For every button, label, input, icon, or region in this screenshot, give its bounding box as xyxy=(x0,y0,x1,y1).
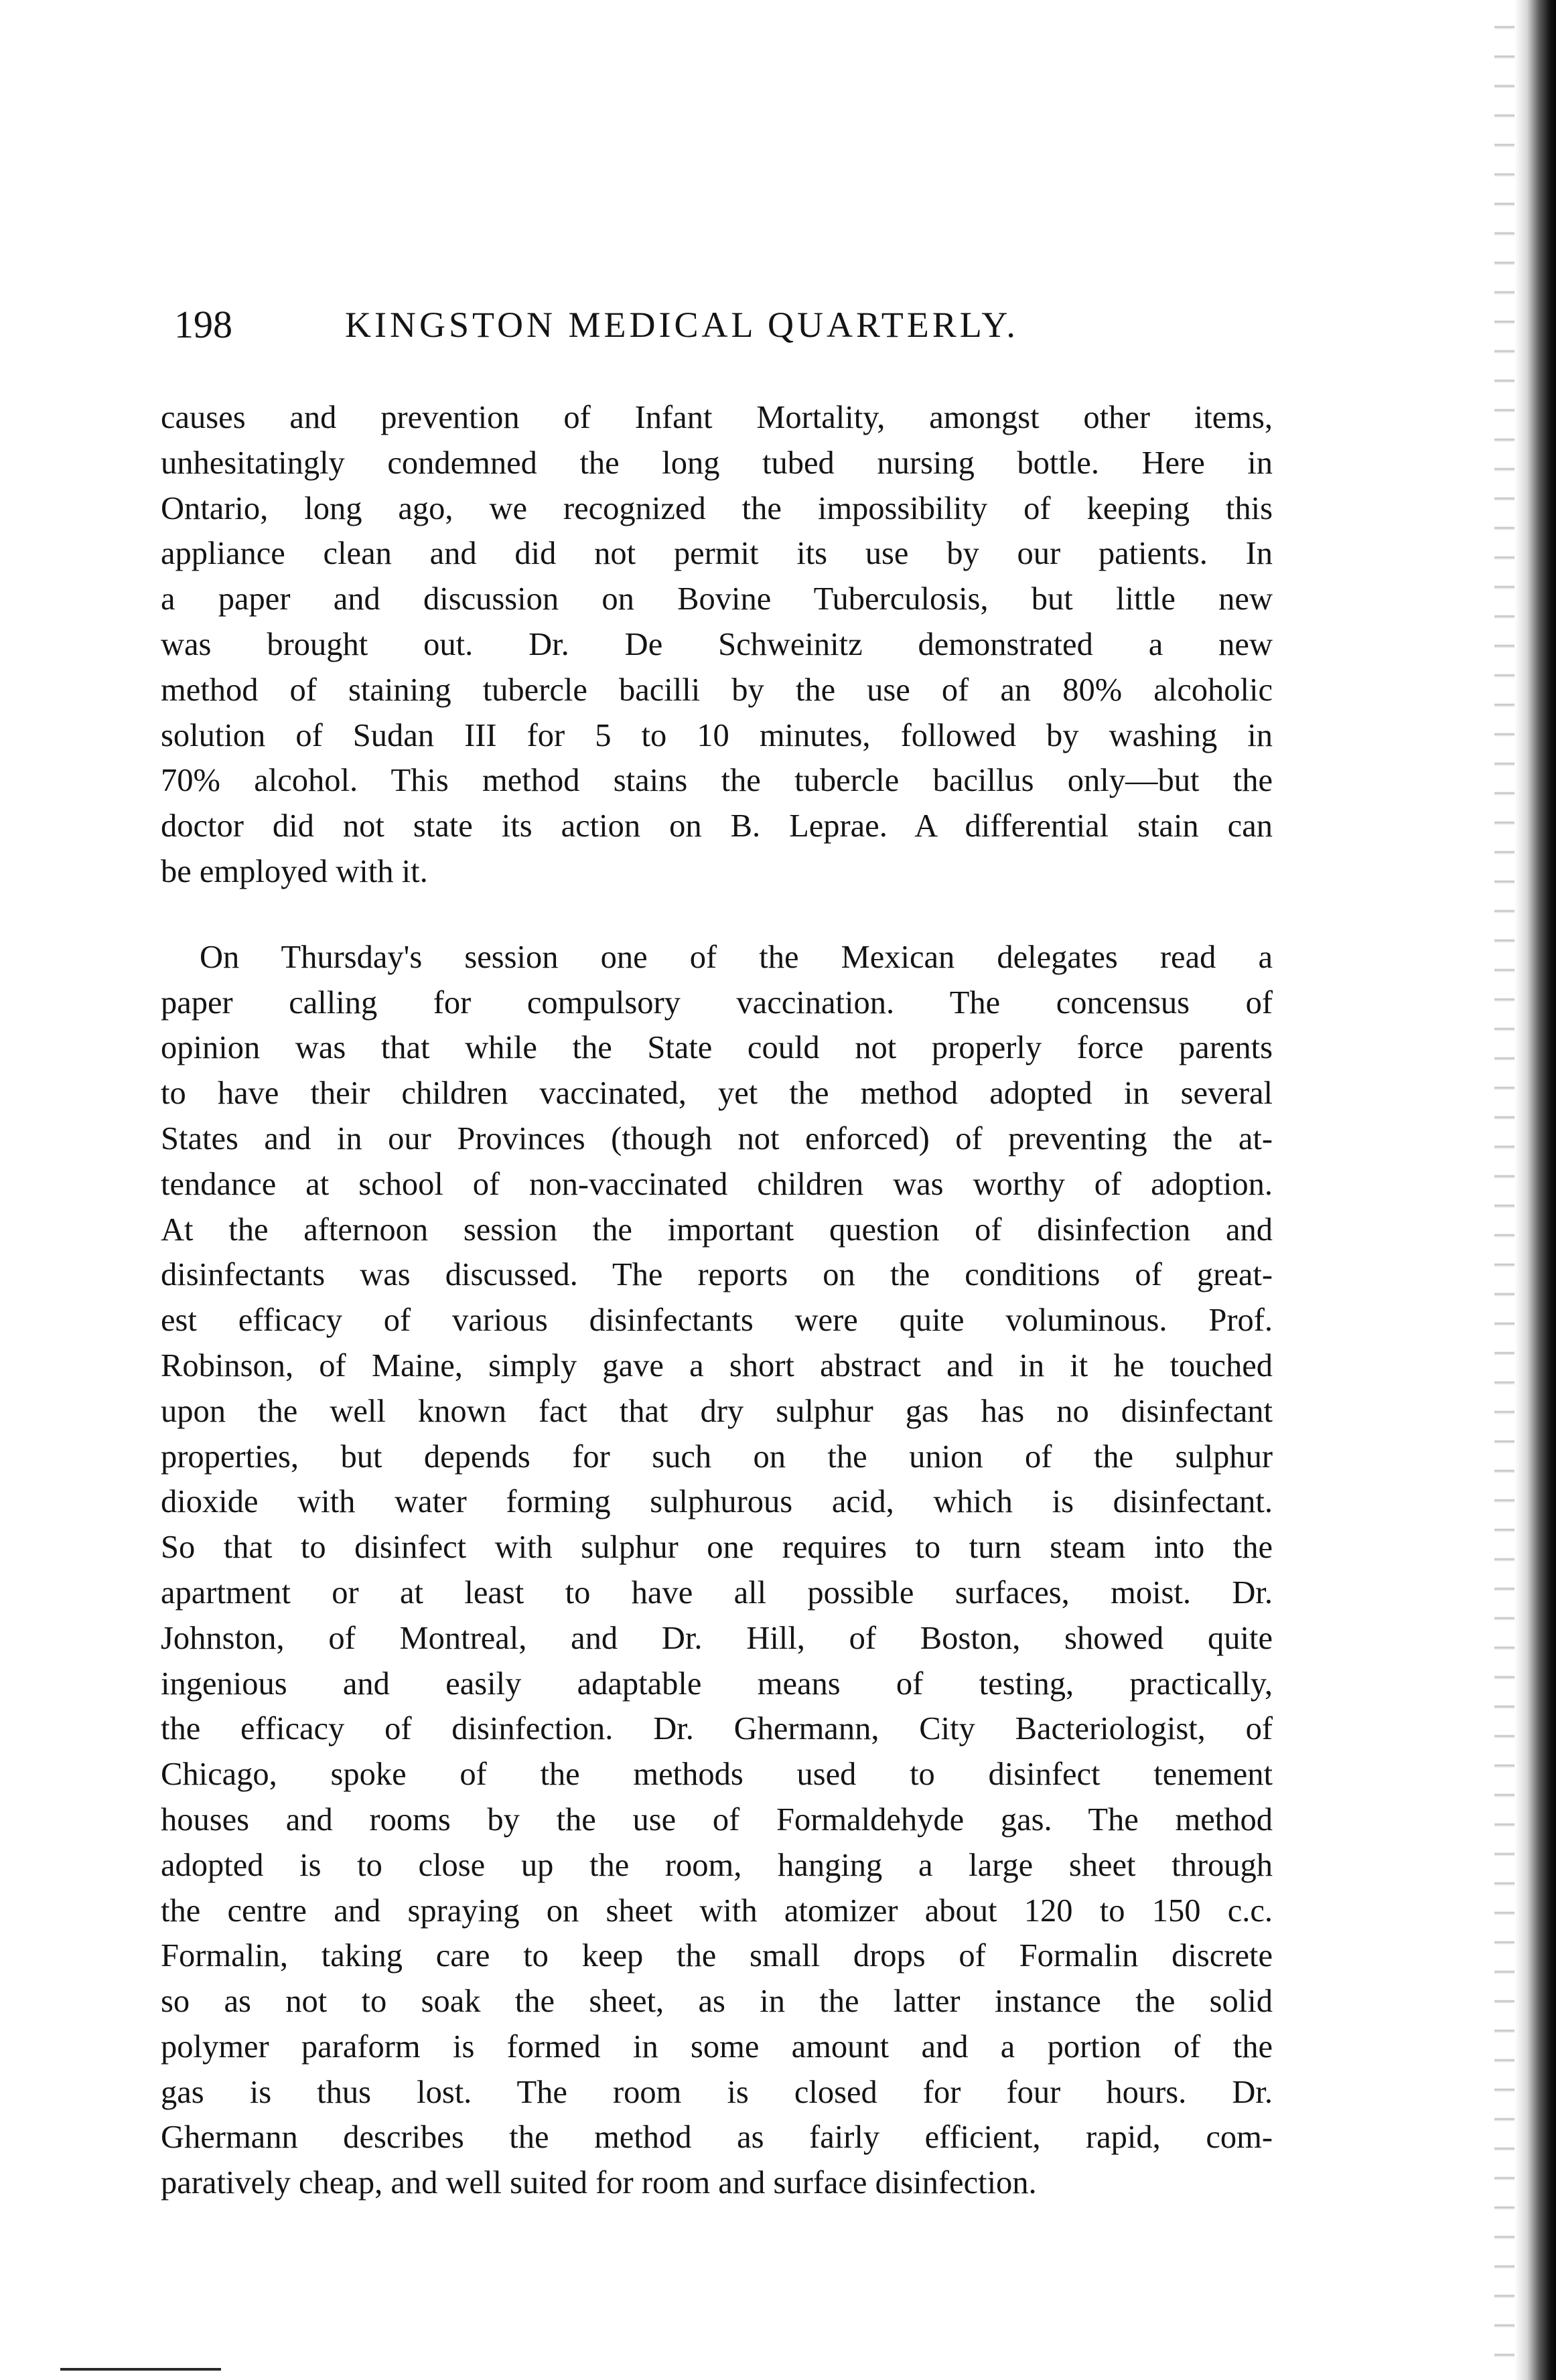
text-line: paratively cheap, and well suited for room and surface disinfection. xyxy=(161,2165,1037,2201)
text-line: So that to disinfect with sulphur one requires to turn steam into the xyxy=(161,1530,1273,1566)
text-line: Formalin, taking care to keep the small drops of Formalin discrete xyxy=(161,1938,1273,1974)
text-line: gas is thus lost. The room is closed for four hours. Dr. xyxy=(161,2074,1273,2110)
page-binding-edge xyxy=(1514,0,1556,2380)
text-line: disinfectants was discussed. The reports on the conditions of great- xyxy=(161,1257,1273,1293)
text-line: appliance clean and did not permit its use by our patients. In xyxy=(161,536,1273,572)
scan-artifact-mark xyxy=(60,2368,221,2371)
text-line: adopted is to close up the room, hanging a large sheet through xyxy=(161,1847,1273,1883)
text-line: be employed with it. xyxy=(161,853,428,889)
text-line: Johnston, of Montreal, and Dr. Hill, of Boston, showed quite xyxy=(161,1620,1273,1656)
text-line: method of staining tubercle bacilli by the use of an 80% alcoholic xyxy=(161,672,1273,708)
text-line: upon the well known fact that dry sulphur gas has no disinfectant xyxy=(161,1393,1273,1429)
journal-title: KINGSTON MEDICAL QUARTERLY. xyxy=(345,305,1019,345)
text-line: to have their children vaccinated, yet the method adopted in several xyxy=(161,1075,1273,1112)
text-line: States and in our Provinces (though not enforced) of preventing the at- xyxy=(161,1120,1273,1157)
text-line: so as not to soak the sheet, as in the latter instance the solid xyxy=(161,1984,1273,2020)
text-line: was brought out. Dr. De Schweinitz demonstrated a new xyxy=(161,626,1273,662)
text-line: a paper and discussion on Bovine Tuberculosis, but little new xyxy=(161,581,1273,617)
text-line: properties, but depends for such on the union of the sulphur xyxy=(161,1438,1273,1475)
text-line: Chicago, spoke of the methods used to disinfect tenement xyxy=(161,1757,1273,1793)
text-line: ingenious and easily adaptable means of testing, practically, xyxy=(161,1665,1273,1702)
text-line: apartment or at least to have all possible surfaces, moist. Dr. xyxy=(161,1574,1273,1611)
text-line: On Thursday's session one of the Mexican delegates read a xyxy=(200,939,1273,975)
text-line: solution of Sudan III for 5 to 10 minutes, followed by washing in xyxy=(161,717,1273,753)
text-line: Ghermann describes the method as fairly efficient, rapid, com- xyxy=(161,2119,1273,2156)
text-line: Robinson, of Maine, simply gave a short abstract and in it he touched xyxy=(161,1347,1273,1384)
text-line: At the afternoon session the important question of disinfection and xyxy=(161,1211,1273,1248)
paragraph-infant-mortality xyxy=(161,395,1273,895)
text-line: 70% alcohol. This method stains the tubercle bacillus only—but the xyxy=(161,763,1273,799)
text-line: polymer paraform is formed in some amount and a portion of the xyxy=(161,2028,1273,2065)
text-line: causes and prevention of Infant Mortality, amongst other items, xyxy=(161,400,1273,435)
text-line: paper calling for compulsory vaccination. The concensus of xyxy=(161,984,1273,1021)
page-header xyxy=(174,295,1313,355)
text-line: est efficacy of various disinfectants were quite voluminous. Prof. xyxy=(161,1303,1273,1339)
text-line: opinion was that while the State could not properly force parents xyxy=(161,1030,1273,1066)
text-line: doctor did not state its action on B. Leprae. A differential stain can xyxy=(161,808,1273,844)
text-line: Ontario, long ago, we recognized the impossibility of keeping this xyxy=(161,490,1273,526)
text-line: unhesitatingly condemned the long tubed nursing bottle. Here in xyxy=(161,445,1273,481)
text-line: the efficacy of disinfection. Dr. Ghermann, City Bacteriologist, of xyxy=(161,1711,1273,1747)
text-line: tendance at school of non-vaccinated children was worthy of adoption. xyxy=(161,1166,1273,1202)
text-line: houses and rooms by the use of Formaldehyde gas. The method xyxy=(161,1801,1273,1838)
paragraph-thursday-session xyxy=(161,935,1273,2206)
page-number: 198 xyxy=(174,303,232,346)
text-line: dioxide with water forming sulphurous acid, which is disinfectant. xyxy=(161,1484,1273,1520)
binding-shadow xyxy=(1494,0,1514,2380)
article-body xyxy=(161,395,1273,2206)
text-line: the centre and spraying on sheet with atomizer about 120 to 150 c.c. xyxy=(161,1892,1273,1929)
